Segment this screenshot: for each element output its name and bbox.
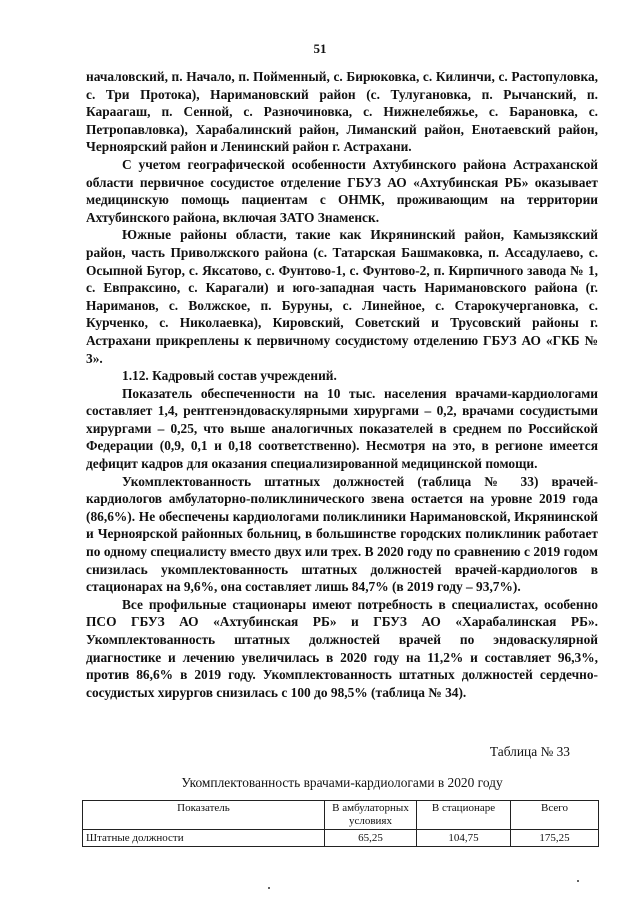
table-cell: 65,25: [325, 830, 417, 847]
table-row: [83, 830, 599, 847]
table-title: Укомплектованность врачами-кардиологами в 2020 году: [181, 775, 503, 790]
table-header-cell: В амбулаторных условиях: [325, 801, 417, 830]
scan-speck: [268, 887, 270, 889]
paragraph-7: Все профильные стационары имеют потребность в специалистах, особенно ПСО ГБУЗ АО «Ахтубинская РБ» и ГБУЗ АО «Харабалинская РБ». Укомплектованность штатных должностей врачей по эндоваскулярной диагностике и лечению увеличилась в 2020 году на 11,2% и составляет 96,3%, против 86,6% в 2019 году. Укомплектованность штатных должностей сердечно-сосудистых хирургов снизилась с 100 до 98,5% (таблица № 34).: [86, 596, 598, 700]
table-number: Таблица № 33: [489, 744, 570, 759]
table-header-row: [83, 801, 599, 830]
paragraph-1: началовский, п. Начало, п. Пойменный, с. Бирюковка, с. Килинчи, с. Растопуловка, с. Три Протока), Наримановский район (с. Тулугановка, п. Рычанский, п. Караагаш, п. Сенной, с. Разночиновка, с. Нижнелебяжье, с. Барановка, с. Петропавловка), Харабалинский район, Лиманский район, Енотаевский район, Черноярский район и Ленинский район г. Астрахани.: [86, 69, 598, 155]
table-cell: Штатные должности: [83, 830, 325, 847]
page-number: 51: [313, 41, 327, 56]
table-header-cell: В стационаре: [417, 801, 511, 830]
scan-speck: [577, 880, 579, 882]
table-header-cell: Показатель: [83, 801, 325, 830]
paragraph-6: Укомплектованность штатных должностей (таблица № 33) врачей-кардиологов амбулаторно-поликлинического звена остается на уровне 2019 года (86,6%). Не обеспечены кардиологами поликлиники Наримановской, Икрянинской и Черноярской районных больниц, в большинстве городских поликлиник работает по одному специалисту вместо двух или трех. В 2020 году по сравнению с 2019 годом снизилась укомплектованность штатных должностей врачей-кардиологов в стационарах на 9,6%, она составляет лишь 84,7% (в 2019 году – 93,7%).: [86, 473, 598, 595]
table-header-cell: Всего: [511, 801, 599, 830]
table-cell: 175,25: [511, 830, 599, 847]
paragraph-3: Южные районы области, такие как Икрянинский район, Камызякский район, часть Приволжского района (с. Татарская Башмаковка, п. Ассадулаево, с. Осыпной Бугор, с. Яксатово, с. Фунтово-1, с. Фунтово-2, п. Кирпичного завода № 1, с. Евпраксино, с. Карагали) и юго-западная часть Наримановского района (г. Нариманов, с. Волжское, п. Буруны, с. Линейное, с. Старокучергановка, с. Курченко, с. Николаевка), Кировский, Советский и Трусовский районы г. Астрахани прикреплены к первичному сосудистому отделению ГБУЗ АО «ГКБ № 3».: [86, 227, 598, 366]
data-table: [82, 800, 599, 847]
paragraph-5: Показатель обеспеченности на 10 тыс. населения врачами-кардиологами составляет 1,4, рентгенэндоваскулярными хирургами – 0,2, врачами сосудистыми хирургами – 0,25, что выше аналогичных показателей в среднем по Российской Федерации (0,9, 0,1 и 0,18 соответственно). Несмотря на это, в регионе имеется дефицит кадров для оказания специализированной медицинской помощи.: [86, 385, 598, 472]
section-heading: 1.12. Кадровый состав учреждений.: [122, 368, 337, 384]
table-cell: 104,75: [417, 830, 511, 847]
body-text: [86, 68, 598, 701]
paragraph-2: С учетом географической особенности Ахтубинского района Астраханской области первичное сосудистое отделение ГБУЗ АО «Ахтубинская РБ» оказывает медицинскую помощь пациентам с ОНМК, проживающим на территории Ахтубинского района, включая ЗАТО Знаменск.: [86, 156, 598, 225]
